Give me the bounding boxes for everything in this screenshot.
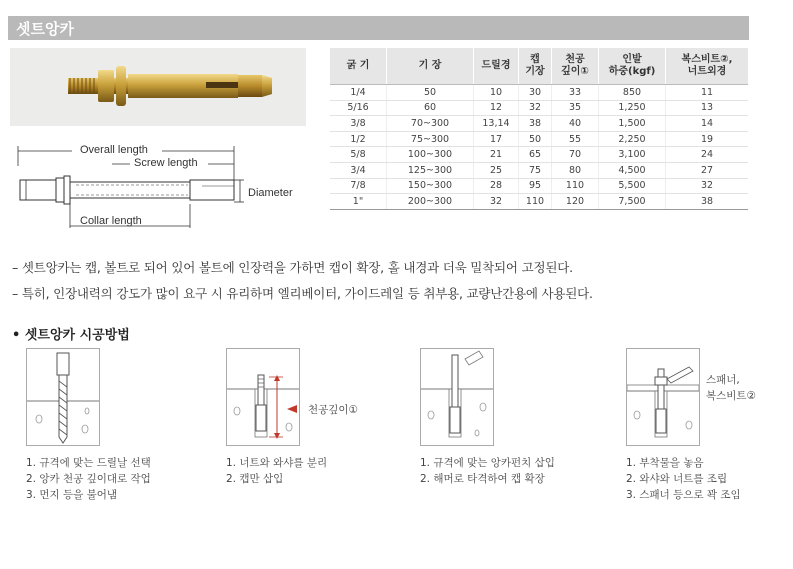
col-header-bit: 복스비트②, 너트외경	[666, 48, 749, 85]
step-1-item-3: 3. 먼지 등을 불어냄	[26, 489, 118, 501]
table-row	[330, 116, 748, 132]
cell: 7/8	[330, 178, 387, 194]
cell: 1"	[330, 194, 387, 210]
cell: 1,500	[599, 116, 666, 132]
cell: 95	[519, 178, 552, 194]
cell: 80	[552, 162, 599, 178]
col-header-diameter: 굵 기	[330, 48, 387, 85]
cell: 70	[552, 147, 599, 163]
cell: 17	[474, 131, 519, 147]
anchor-bolt-photo	[10, 48, 306, 126]
cell: 1/4	[330, 85, 387, 101]
cell: 3,100	[599, 147, 666, 163]
cell: 12	[474, 100, 519, 116]
cell: 5,500	[599, 178, 666, 194]
cell: 32	[666, 178, 749, 194]
step-3-list	[420, 455, 555, 487]
screw-length-label: Screw length	[134, 157, 198, 169]
cell: 11	[666, 85, 749, 101]
step-1-item-2: 2. 앙카 천공 깊이대로 작업	[26, 473, 151, 485]
collar-length-label: Collar length	[80, 215, 142, 227]
cell: 35	[552, 100, 599, 116]
page-title: 셋트앙카	[16, 20, 74, 38]
cell: 55	[552, 131, 599, 147]
col-header-pullout: 인발 하중(kgf)	[599, 48, 666, 85]
cell: 13	[666, 100, 749, 116]
diameter-label: Diameter	[248, 187, 293, 199]
cell: 38	[519, 116, 552, 132]
cell: 60	[387, 100, 474, 116]
step-2-item-2: 2. 캡만 삽입	[226, 473, 284, 485]
step-2-list	[226, 455, 327, 487]
step-1-figure	[26, 348, 100, 446]
cell: 120	[552, 194, 599, 210]
cell: 1,250	[599, 100, 666, 116]
col-header-cap: 캡 기장	[519, 48, 552, 85]
table-row	[330, 131, 748, 147]
cell: 3/8	[330, 116, 387, 132]
cell: 7,500	[599, 194, 666, 210]
cell: 100~300	[387, 147, 474, 163]
step-2-figure	[226, 348, 300, 446]
cell: 40	[552, 116, 599, 132]
overall-length-label: Overall length	[80, 144, 148, 156]
step-4-list	[626, 455, 741, 503]
cell: 1/2	[330, 131, 387, 147]
cell: 30	[519, 85, 552, 101]
dimension-diagram	[12, 138, 322, 238]
method-title: • 셋트앙카 시공방법	[12, 328, 130, 343]
col-header-drill: 드릴경	[474, 48, 519, 85]
spec-table	[330, 48, 748, 210]
cell: 19	[666, 131, 749, 147]
table-row	[330, 162, 748, 178]
cell: 125~300	[387, 162, 474, 178]
product-photo	[10, 48, 306, 126]
step-2-item-1: 1. 너트와 와샤를 분리	[226, 457, 328, 469]
cell: 33	[552, 85, 599, 101]
cell: 25	[474, 162, 519, 178]
cell: 32	[519, 100, 552, 116]
step-1-list	[26, 455, 151, 503]
cell: 13,14	[474, 116, 519, 132]
col-header-depth: 천공 깊이①	[552, 48, 599, 85]
step-4-item-2: 2. 와샤와 너트를 조립	[626, 473, 728, 485]
cell: 200~300	[387, 194, 474, 210]
table-row	[330, 85, 748, 101]
cell: 65	[519, 147, 552, 163]
cell: 3/4	[330, 162, 387, 178]
description-line-2: – 특히, 인장내력의 강도가 많이 요구 시 유리하며 엘리베이터, 가이드레일 등 취부용, 교량난간용에 사용된다.	[12, 286, 593, 301]
cell: 150~300	[387, 178, 474, 194]
wrench-callout-2: 복스비트②	[706, 390, 756, 402]
cell: 5/16	[330, 100, 387, 116]
cell: 32	[474, 194, 519, 210]
cell: 850	[599, 85, 666, 101]
table-row	[330, 100, 748, 116]
title-bar	[8, 16, 749, 40]
step-1-item-1: 1. 규격에 맞는 드릴날 선택	[26, 457, 151, 469]
step-4-item-3: 3. 스패너 등으로 꽉 조임	[626, 489, 741, 501]
cell: 38	[666, 194, 749, 210]
cell: 75~300	[387, 131, 474, 147]
cell: 2,250	[599, 131, 666, 147]
step-3-item-1: 1. 규격에 맞는 앙카펀치 삽입	[420, 457, 555, 469]
wrench-callout-1: 스패너,	[706, 374, 740, 386]
cell: 21	[474, 147, 519, 163]
cell: 28	[474, 178, 519, 194]
cell: 10	[474, 85, 519, 101]
depth-callout: 천공깊이①	[308, 404, 358, 416]
cell: 50	[387, 85, 474, 101]
cell: 50	[519, 131, 552, 147]
table-row	[330, 194, 748, 210]
cell: 24	[666, 147, 749, 163]
step-4-item-1: 1. 부착물을 놓음	[626, 457, 704, 469]
cell: 14	[666, 116, 749, 132]
table-row	[330, 147, 748, 163]
cell: 5/8	[330, 147, 387, 163]
table-row	[330, 178, 748, 194]
cell: 75	[519, 162, 552, 178]
cell: 4,500	[599, 162, 666, 178]
step-3-item-2: 2. 해머로 타격하여 캡 확장	[420, 473, 545, 485]
step-4-figure	[626, 348, 700, 446]
cell: 27	[666, 162, 749, 178]
cell: 110	[519, 194, 552, 210]
step-3-figure	[420, 348, 494, 446]
col-header-length: 기 장	[387, 48, 474, 85]
cell: 70~300	[387, 116, 474, 132]
description-line-1: – 셋트앙카는 캡, 볼트로 되어 있어 볼트에 인장력을 가하면 캡이 확장, 홀 내경과 더욱 밀착되어 고정된다.	[12, 260, 573, 275]
cell: 110	[552, 178, 599, 194]
table-header-row	[330, 48, 748, 85]
